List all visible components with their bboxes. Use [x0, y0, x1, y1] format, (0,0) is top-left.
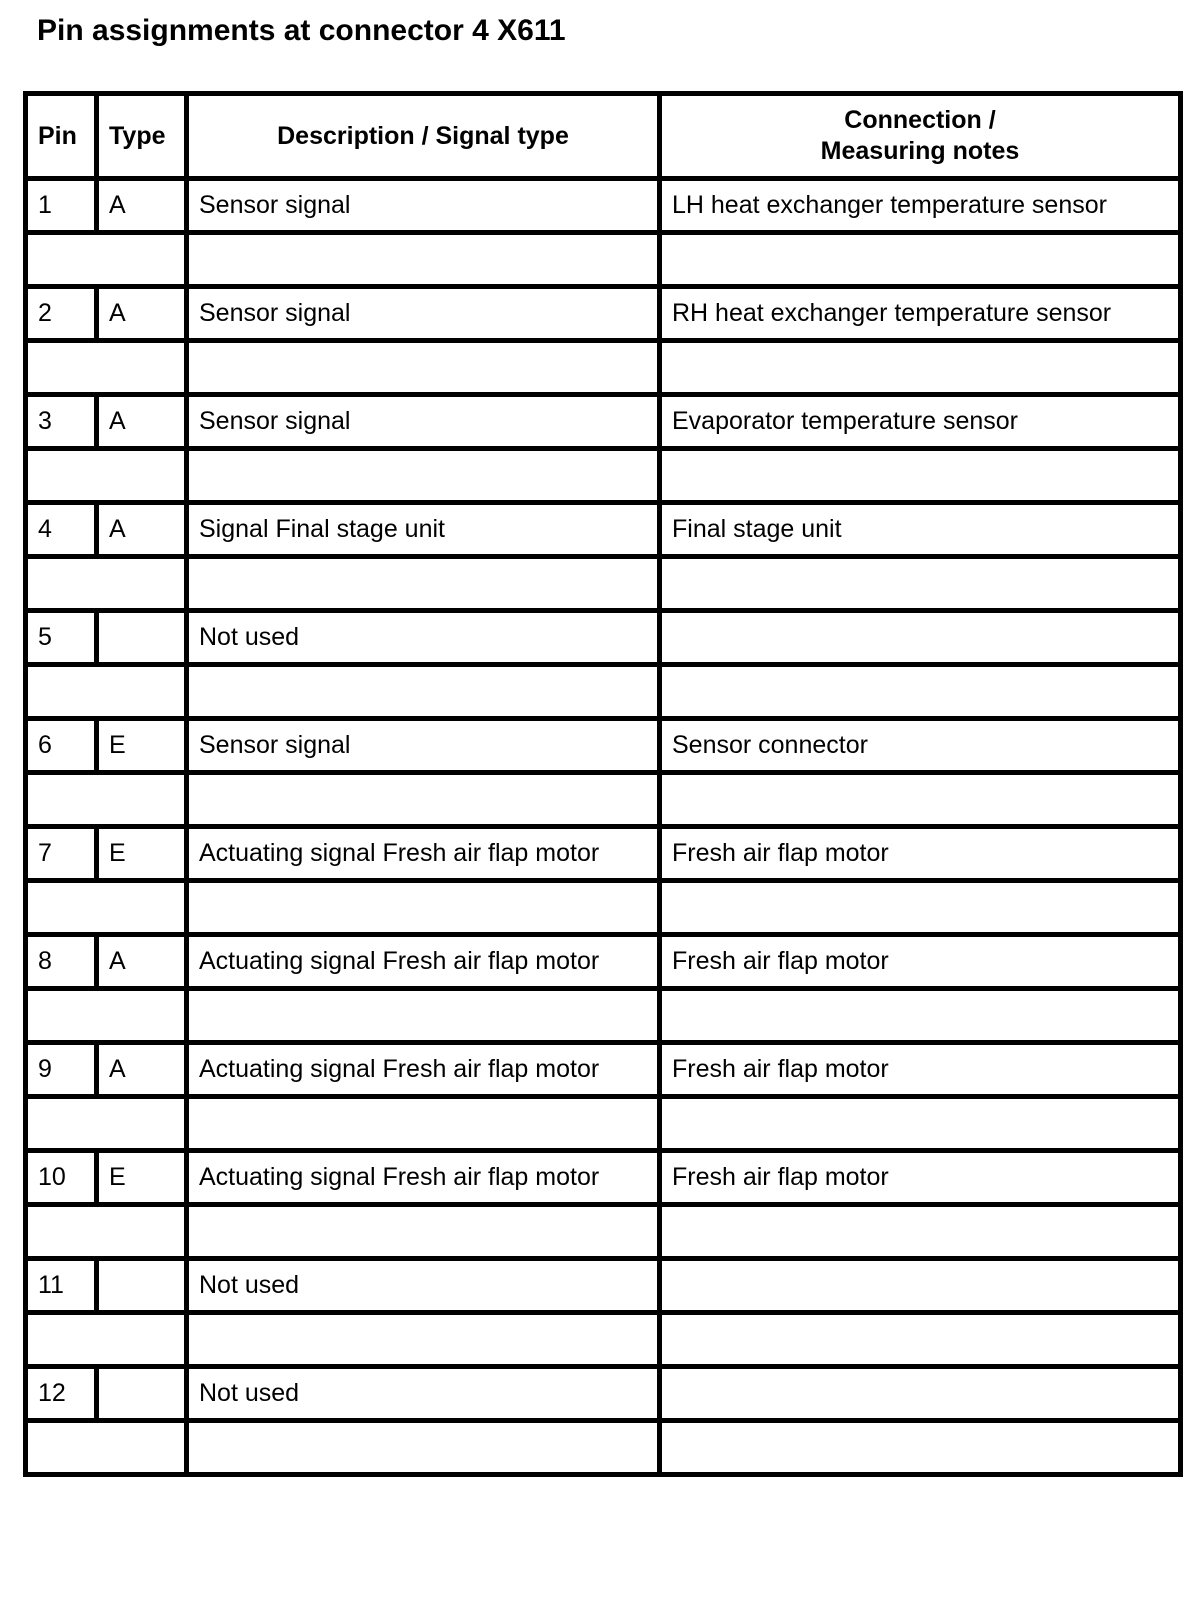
spacer-cell-description [187, 341, 660, 395]
table-row [26, 1151, 1181, 1205]
spacer-cell-description [187, 1205, 660, 1259]
cell-pin: 10 [26, 1151, 97, 1205]
page-title: Pin assignments at connector 4 X611 [37, 14, 566, 47]
cell-type: E [97, 719, 187, 773]
table-spacer-row [26, 881, 1181, 935]
table-spacer-row [26, 665, 1181, 719]
spacer-cell-pin-type [26, 1205, 187, 1259]
cell-pin: 1 [26, 179, 97, 233]
spacer-cell-connection [660, 989, 1181, 1043]
spacer-cell-connection [660, 881, 1181, 935]
table-row [26, 935, 1181, 989]
cell-connection [660, 1367, 1181, 1421]
table-row [26, 719, 1181, 773]
table-spacer-row [26, 1313, 1181, 1367]
cell-description: Actuating signal Fresh air flap motor [187, 1043, 660, 1097]
table-spacer-row [26, 449, 1181, 503]
spacer-cell-connection [660, 341, 1181, 395]
cell-pin: 5 [26, 611, 97, 665]
spacer-cell-description [187, 665, 660, 719]
table-spacer-row [26, 773, 1181, 827]
cell-connection [660, 1259, 1181, 1313]
table-row [26, 611, 1181, 665]
table-spacer-row [26, 989, 1181, 1043]
spacer-cell-connection [660, 1205, 1181, 1259]
cell-pin: 9 [26, 1043, 97, 1097]
table-spacer-row [26, 1205, 1181, 1259]
table-row [26, 1043, 1181, 1097]
cell-description: Actuating signal Fresh air flap motor [187, 827, 660, 881]
spacer-cell-description [187, 1421, 660, 1475]
header-connection-line1: Connection / [844, 106, 996, 134]
spacer-cell-pin-type [26, 773, 187, 827]
cell-description: Not used [187, 1259, 660, 1313]
cell-description: Sensor signal [187, 395, 660, 449]
spacer-cell-pin-type [26, 557, 187, 611]
cell-description: Not used [187, 611, 660, 665]
cell-type [97, 1367, 187, 1421]
cell-type: A [97, 935, 187, 989]
spacer-cell-pin-type [26, 665, 187, 719]
spacer-cell-description [187, 449, 660, 503]
table-row [26, 503, 1181, 557]
cell-description: Sensor signal [187, 179, 660, 233]
spacer-cell-connection [660, 1313, 1181, 1367]
spacer-cell-connection [660, 449, 1181, 503]
cell-connection: Fresh air flap motor [660, 935, 1181, 989]
spacer-cell-pin-type [26, 1421, 187, 1475]
table-row [26, 395, 1181, 449]
cell-description: Sensor signal [187, 287, 660, 341]
table-spacer-row [26, 233, 1181, 287]
spacer-cell-pin-type [26, 1097, 187, 1151]
cell-connection: Fresh air flap motor [660, 827, 1181, 881]
header-connection-line2: Measuring notes [820, 137, 1020, 165]
spacer-cell-description [187, 773, 660, 827]
spacer-cell-pin-type [26, 881, 187, 935]
cell-connection: Sensor connector [660, 719, 1181, 773]
table-spacer-row [26, 557, 1181, 611]
table-row [26, 287, 1181, 341]
spacer-cell-pin-type [26, 1313, 187, 1367]
spacer-cell-connection [660, 1097, 1181, 1151]
cell-type: A [97, 395, 187, 449]
header-description: Description / Signal type [187, 94, 660, 179]
cell-type: A [97, 179, 187, 233]
spacer-cell-description [187, 881, 660, 935]
spacer-cell-description [187, 1313, 660, 1367]
spacer-cell-connection [660, 233, 1181, 287]
header-connection [660, 94, 1181, 179]
cell-pin: 4 [26, 503, 97, 557]
spacer-cell-connection [660, 665, 1181, 719]
cell-description: Signal Final stage unit [187, 503, 660, 557]
spacer-cell-pin-type [26, 989, 187, 1043]
header-pin: Pin [26, 94, 97, 179]
cell-connection: RH heat exchanger temperature sensor [660, 287, 1181, 341]
spacer-cell-pin-type [26, 449, 187, 503]
spacer-cell-pin-type [26, 341, 187, 395]
spacer-cell-description [187, 989, 660, 1043]
table-spacer-row [26, 341, 1181, 395]
cell-connection: Fresh air flap motor [660, 1043, 1181, 1097]
header-type: Type [97, 94, 187, 179]
cell-type: E [97, 1151, 187, 1205]
spacer-cell-description [187, 233, 660, 287]
table-row [26, 827, 1181, 881]
cell-connection: Fresh air flap motor [660, 1151, 1181, 1205]
cell-pin: 3 [26, 395, 97, 449]
cell-type: E [97, 827, 187, 881]
cell-pin: 2 [26, 287, 97, 341]
table-row [26, 1367, 1181, 1421]
cell-connection: Evaporator temperature sensor [660, 395, 1181, 449]
cell-connection: Final stage unit [660, 503, 1181, 557]
table-row [26, 1259, 1181, 1313]
spacer-cell-connection [660, 557, 1181, 611]
cell-description: Actuating signal Fresh air flap motor [187, 1151, 660, 1205]
spacer-cell-description [187, 1097, 660, 1151]
cell-pin: 8 [26, 935, 97, 989]
cell-connection: LH heat exchanger temperature sensor [660, 179, 1181, 233]
spacer-cell-connection [660, 773, 1181, 827]
pin-assignment-table [23, 91, 1183, 1477]
cell-description: Not used [187, 1367, 660, 1421]
table-row [26, 179, 1181, 233]
cell-pin: 12 [26, 1367, 97, 1421]
cell-type: A [97, 287, 187, 341]
table-spacer-row [26, 1421, 1181, 1475]
cell-description: Actuating signal Fresh air flap motor [187, 935, 660, 989]
cell-type: A [97, 1043, 187, 1097]
cell-pin: 6 [26, 719, 97, 773]
cell-pin: 7 [26, 827, 97, 881]
cell-type [97, 611, 187, 665]
spacer-cell-connection [660, 1421, 1181, 1475]
cell-type [97, 1259, 187, 1313]
cell-pin: 11 [26, 1259, 97, 1313]
spacer-cell-description [187, 557, 660, 611]
spacer-cell-pin-type [26, 233, 187, 287]
cell-description: Sensor signal [187, 719, 660, 773]
table-body [26, 179, 1181, 1475]
table-spacer-row [26, 1097, 1181, 1151]
table-header-row [26, 94, 1181, 179]
cell-type: A [97, 503, 187, 557]
cell-connection [660, 611, 1181, 665]
